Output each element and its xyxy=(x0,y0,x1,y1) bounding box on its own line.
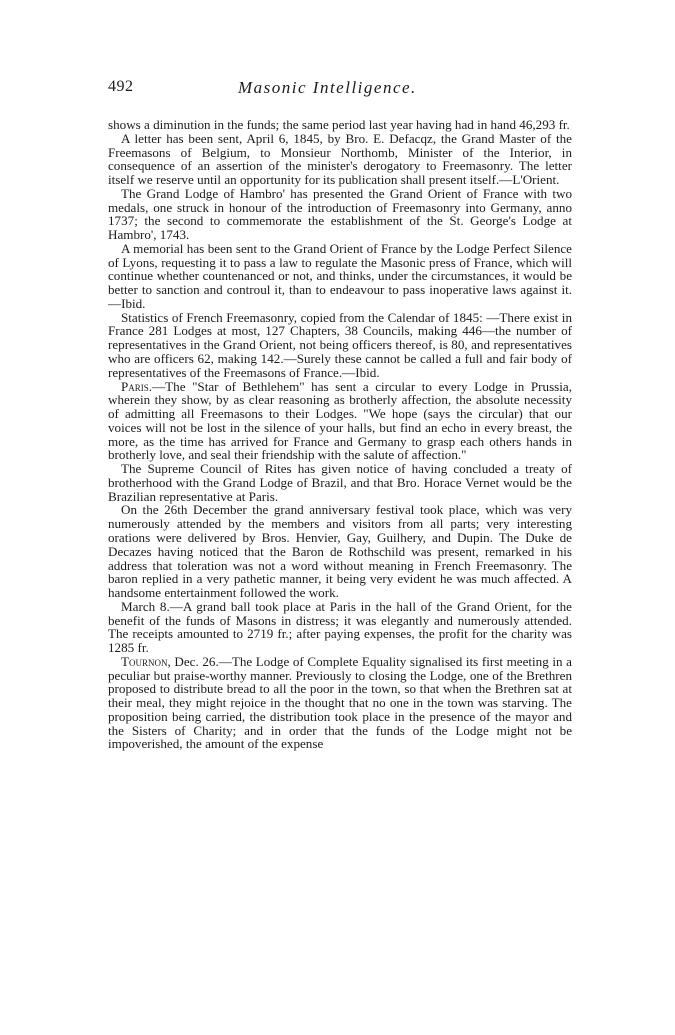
section-lead-paris: Paris. xyxy=(121,378,153,394)
paragraph-grand-ball xyxy=(108,600,572,655)
paragraph-text: The Supreme Council of Rites has given notice of having concluded a treaty of brotherhood with the Grand Lodge of Brazil, and that Bro. Horace Vernet would be the Brazilian representative at Paris. xyxy=(108,461,572,504)
paragraph-text: A letter has been sent, April 6, 1845, by Bro. E. Defacqz, the Grand Master of the Freemasons of Belgium, to Monsieur Northomb, Minister of the Interior, in consequence of an assertion of the minister's derogatory to Freemasonry. The letter itself we reserve until an opportunity for its publication shall present itself.—L'Orient. xyxy=(108,130,572,188)
paragraph-belgium-letter xyxy=(108,132,572,187)
paragraph-text: shows a diminution in the funds; the same period last year having had in hand 46,293 fr. xyxy=(108,117,570,132)
running-head: Masonic Intelligence. xyxy=(238,78,417,97)
page-number: 492 xyxy=(108,78,134,95)
page-header xyxy=(108,78,574,102)
paragraph-lyons-memorial xyxy=(108,242,572,311)
paragraph-text: Dec. 26.—The Lodge of Complete Equality signalised its first meeting in a peculiar but praise-worthy manner. Previously to closing the Lodge, one of the Brethren proposed to distribute bread to all the poor in the town, so that when the Brethren sat at their meal, they might rejoice in the thought that no one in the town was starving. The proposition being carried, the distribution took place in the presence of the mayor and the Sisters of Charity; and in order that the funds of the Lodge might not be impoverished, the amount of the expense xyxy=(108,653,572,752)
paragraph-text: Statistics of French Freemasonry, copied from the Calendar of 1845: —There exist in France 281 Lodges at most, 127 Chapters, 38 Councils, making 446—the number of representatives in the Grand Orient, not being officers thereof, is 80, and representatives who are officers 62, making 142.—Surely these cannot be called a full and fair body of representatives of the Freemasons of France.—Ibid. xyxy=(108,309,572,380)
paragraph-text: On the 26th December the grand anniversary festival took place, which was very numerously attended by the members and visitors from all parts; very interesting orations were delivered by Bros. Henvier, Gay, Guilhery, and Dupin. The Duke de Decazes having noticed that the Baron de Rothschild was present, remarked in his address that toleration was not a word without meaning in French Freemasonry. The baron replied in a very pathetic manner, it being very evident he was much affected. A handsome entertainment followed the work. xyxy=(108,502,572,601)
paragraph-paris-circular xyxy=(108,380,572,463)
paragraph-anniversary-festival xyxy=(108,503,572,599)
paragraph-statistics xyxy=(108,311,572,380)
paragraph-text: —The "Star of Bethlehem" has sent a circular to every Lodge in Prussia, wherein they show, by as clear reasoning as brotherly affection, the absolute necessity of admitting all Freemasons to their Lodges. "We hope (says the circular) that our voices will not be lost in the silence of your halls, but find an echo in every breast, the more, as the time has arrived for France and Germany to grasp each others hands in brotherly love, and seal their friendship with the salute of affection." xyxy=(108,378,572,463)
paragraph-text: March 8.—A grand ball took place at Paris in the hall of the Grand Orient, for the benefit of the funds of Masons in distress; it was elegantly and numerously attended. The receipts amounted to 2719 fr.; after paying expenses, the profit for the charity was 1285 fr. xyxy=(108,598,572,656)
paragraph-continuation xyxy=(108,118,572,132)
article-body xyxy=(108,118,572,751)
paragraph-tournon xyxy=(108,655,572,751)
paragraph-supreme-council xyxy=(108,462,572,503)
paragraph-hambro-medals xyxy=(108,187,572,242)
section-lead-tournon: Tournon, xyxy=(121,653,171,669)
paragraph-text: A memorial has been sent to the Grand Orient of France by the Lodge Perfect Silence of Lyons, requesting it to pass a law to regulate the Masonic press of France, which will continue whether countenanced or not, and thinks, under the circumstances, it would be better to sanction and controul it, than to endeavour to pass inoperative laws against it.—Ibid. xyxy=(108,240,572,311)
paragraph-text: The Grand Lodge of Hambro' has presented the Grand Orient of France with two medals, one struck in honour of the introduction of Freemasonry into Germany, anno 1737; the second to commemorate the establishment of the St. George's Lodge at Hambro', 1743. xyxy=(108,185,572,243)
